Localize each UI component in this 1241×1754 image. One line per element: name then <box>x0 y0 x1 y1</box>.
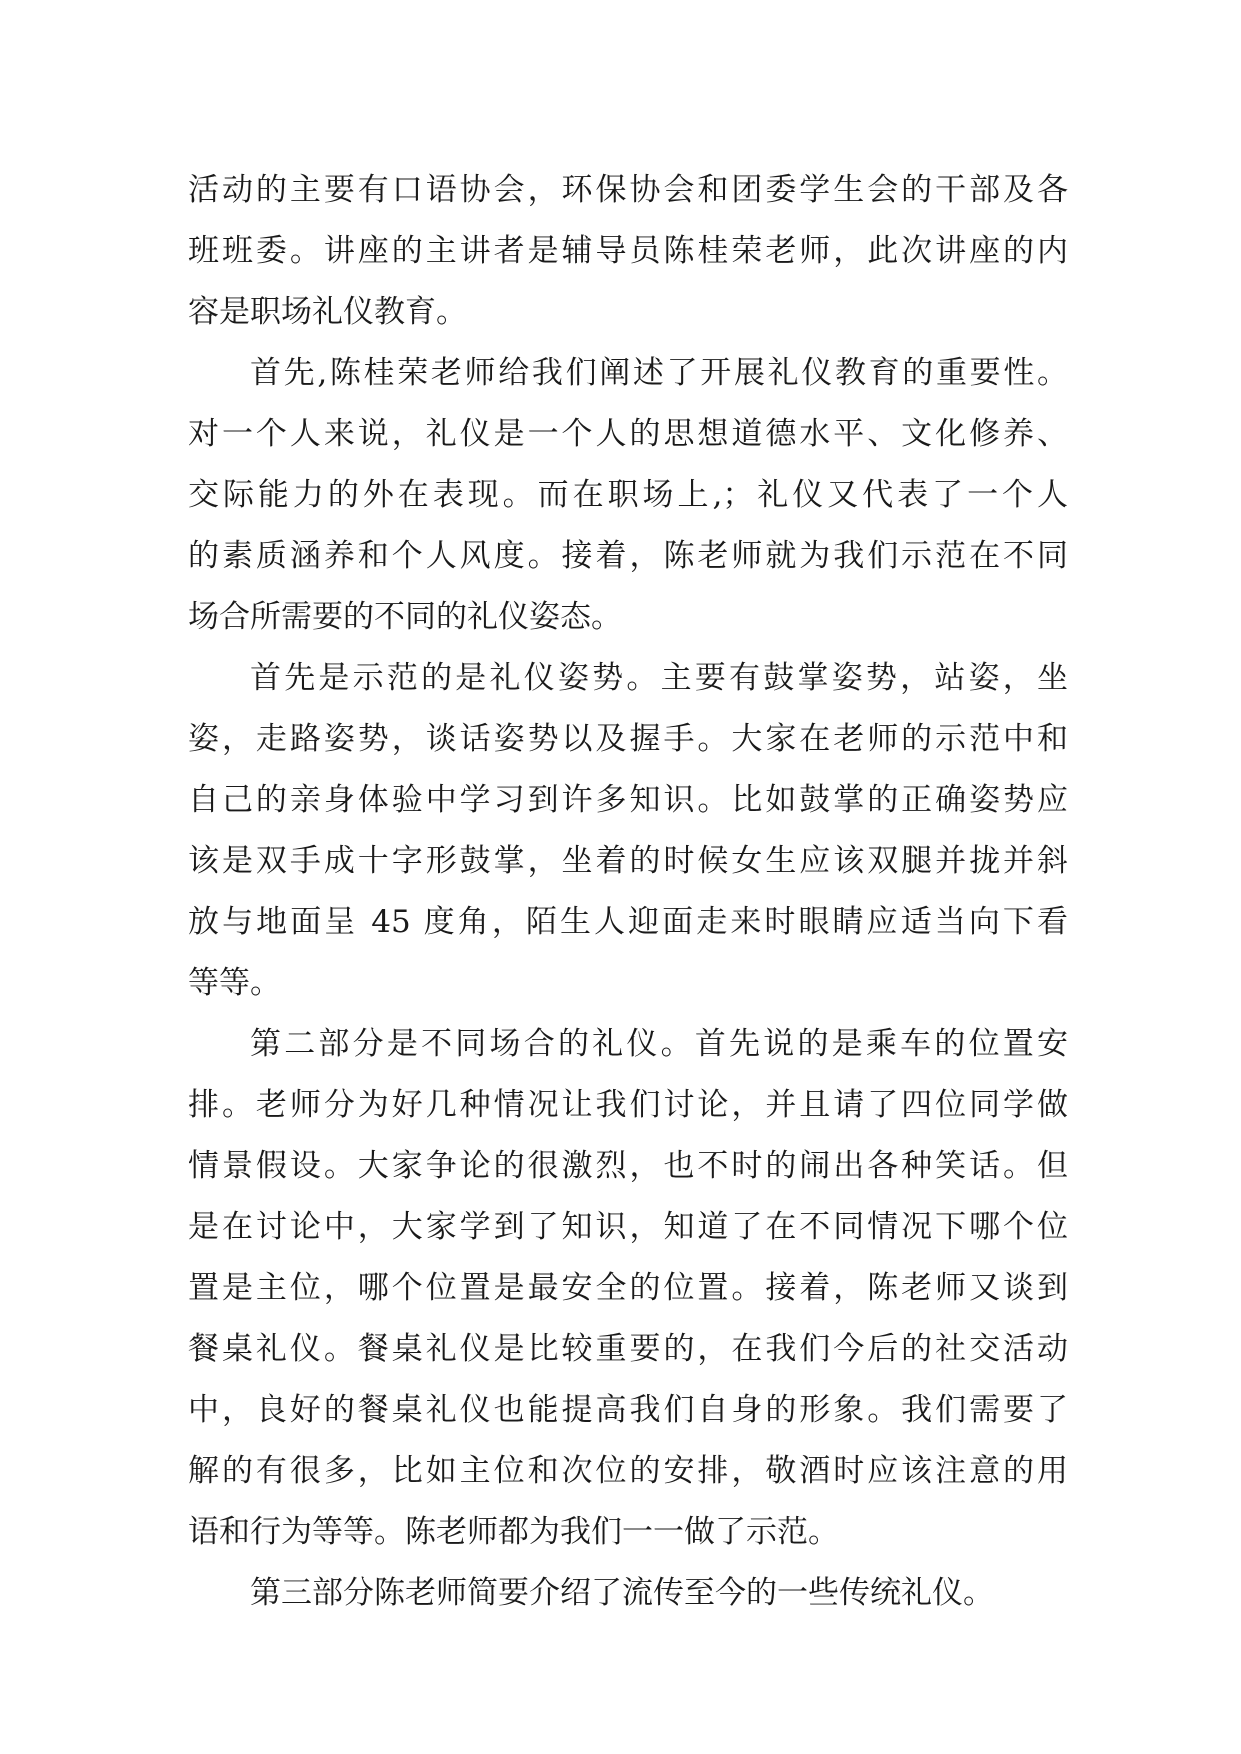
text-line: 是在讨论中，大家学到了知识，知道了在不同情况下哪个位 <box>188 1209 1068 1245</box>
text-line: 场合所需要的不同的礼仪姿态。 <box>188 599 622 635</box>
text-line: 放与地面呈 45 度角，陌生人迎面走来时眼睛应适当向下看 <box>188 904 1068 940</box>
text-line: 班班委。讲座的主讲者是辅导员陈桂荣老师，此次讲座的内 <box>188 233 1068 269</box>
text-line: 排。老师分为好几种情况让我们讨论，并且请了四位同学做 <box>188 1087 1068 1123</box>
text-line: 自己的亲身体验中学习到许多知识。比如鼓掌的正确姿势应 <box>188 782 1068 818</box>
text-line: 的素质涵养和个人风度。接着，陈老师就为我们示范在不同 <box>188 538 1068 574</box>
paragraph-start-line: 首先,陈桂荣老师给我们阐述了开展礼仪教育的重要性。 <box>250 355 1068 391</box>
text-line: 情景假设。大家争论的很激烈，也不时的闹出各种笑话。但 <box>188 1148 1068 1184</box>
text-line: 等等。 <box>188 965 281 1001</box>
text-line: 解的有很多，比如主位和次位的安排，敬酒时应该注意的用 <box>188 1453 1068 1489</box>
text-line: 容是职场礼仪教育。 <box>188 294 467 330</box>
text-line: 餐桌礼仪。餐桌礼仪是比较重要的，在我们今后的社交活动 <box>188 1331 1068 1367</box>
body-text <box>188 160 1068 1624</box>
text-line: 对一个人来说，礼仪是一个人的思想道德水平、文化修养、 <box>188 416 1068 452</box>
text-line: 姿，走路姿势，谈话姿势以及握手。大家在老师的示范中和 <box>188 721 1068 757</box>
text-line: 语和行为等等。陈老师都为我们一一做了示范。 <box>188 1514 839 1550</box>
text-line: 置是主位，哪个位置是最安全的位置。接着，陈老师又谈到 <box>188 1270 1068 1306</box>
paragraph-start-line: 第二部分是不同场合的礼仪。首先说的是乘车的位置安 <box>250 1026 1068 1062</box>
paragraph-start-line: 第三部分陈老师简要介绍了流传至今的一些传统礼仪。 <box>250 1575 994 1611</box>
text-line: 活动的主要有口语协会，环保协会和团委学生会的干部及各 <box>188 172 1068 208</box>
text-line: 交际能力的外在表现。而在职场上,；礼仪又代表了一个人 <box>188 477 1068 513</box>
text-line: 中，良好的餐桌礼仪也能提高我们自身的形象。我们需要了 <box>188 1392 1068 1428</box>
paragraph-start-line: 首先是示范的是礼仪姿势。主要有鼓掌姿势，站姿，坐 <box>250 660 1068 696</box>
text-line: 该是双手成十字形鼓掌，坐着的时候女生应该双腿并拢并斜 <box>188 843 1068 879</box>
